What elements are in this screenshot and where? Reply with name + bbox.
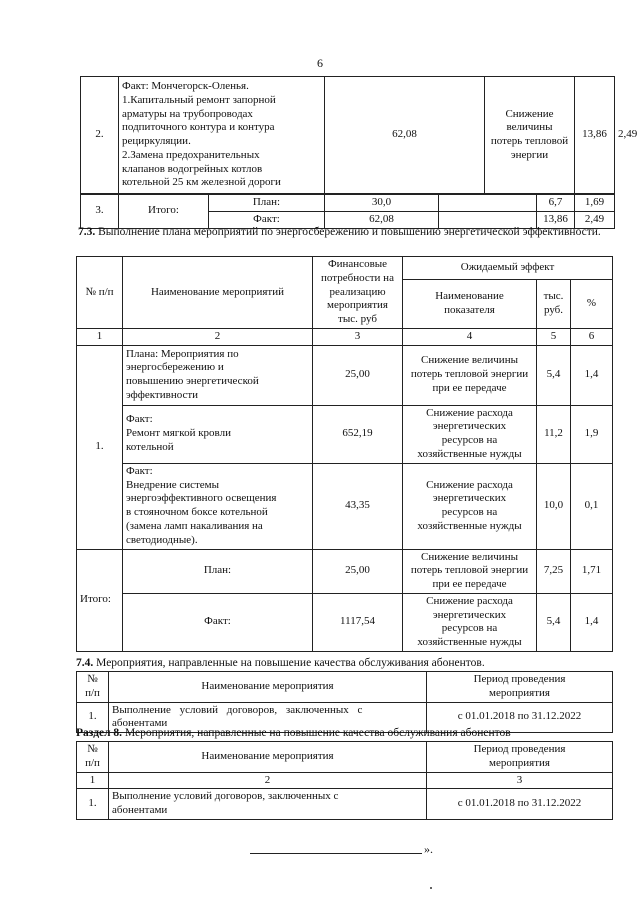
top-row3-plan-rub: 6,7 xyxy=(537,195,575,212)
t8-row-name: Выполнение условий договоров, заключенных с абонентами xyxy=(109,789,427,820)
t73-total-fact-indicator: Снижение расхода энергетических ресурсов на хозяйственные нужды xyxy=(403,593,537,651)
t73-row2-rub: 11,2 xyxy=(537,405,571,463)
top-row2-description: Факт: Мончегорск-Оленья. 1.Капитальный ремонт запорной арматуры на трубопроводах подпиточного контура и контура рециркуляции. 2.Замена предохранительных клапанов водогрейных котлов котельной 25 км железной дороги xyxy=(119,77,325,194)
t73-row1-rub: 5,4 xyxy=(537,345,571,405)
t73-row3-indicator: Снижение расхода энергетических ресурсов на хозяйственные нужды xyxy=(403,463,537,549)
t73-colnum-5: 5 xyxy=(537,328,571,345)
table-8 xyxy=(76,741,613,820)
t73-total-fact-cost: 1117,54 xyxy=(313,593,403,651)
t74-row-name: Выполнение условий договоров, заключенных с абонентами xyxy=(109,702,427,733)
t73-total-plan-pct: 1,71 xyxy=(571,549,613,593)
t8-row-num: 1. xyxy=(77,789,109,820)
t73-total-plan-rub: 7,25 xyxy=(537,549,571,593)
t73-header-effect: Ожидаемый эффект xyxy=(403,257,613,280)
t73-total-fact-pct: 1,4 xyxy=(571,593,613,651)
top-row2-num: 2. xyxy=(81,77,119,194)
t73-colnum-3: 3 xyxy=(313,328,403,345)
t73-row1-cost: 25,00 xyxy=(313,345,403,405)
t73-header-num: № п/п xyxy=(77,257,123,329)
scan-speck xyxy=(430,887,432,889)
t73-row2-cost: 652,19 xyxy=(313,405,403,463)
t73-header-pct: % xyxy=(571,279,613,328)
t73-row1-indicator: Снижение величины потерь тепловой энергии при ее передаче xyxy=(403,345,537,405)
t74-header-num: № п/п xyxy=(77,672,109,703)
top-row3-label: Итого: xyxy=(119,195,209,229)
top-row3-fact-cost: 62,08 xyxy=(325,211,439,228)
t73-row1-name: Плана: Мероприятия по энергосбережению и повышению энергетической эффективности xyxy=(123,345,313,405)
t8-header-name: Наименование мероприятия xyxy=(109,742,427,773)
top-row3-plan-label: План: xyxy=(209,195,325,212)
t73-colnum-1: 1 xyxy=(77,328,123,345)
t73-header-rub: тыс. руб. xyxy=(537,279,571,328)
t73-row3-cost: 43,35 xyxy=(313,463,403,549)
t73-header-name: Наименование мероприятий xyxy=(123,257,313,329)
section-8-heading: Раздел 8. Мероприятия, направленные на повышение качества обслуживания абонентов xyxy=(76,727,511,739)
t8-colnum-2: 2 xyxy=(109,772,427,789)
t73-colnum-2: 2 xyxy=(123,328,313,345)
t73-total-label: Итого: xyxy=(77,549,123,651)
t73-row2-indicator: Снижение расхода энергетических ресурсов на хозяйственные нужды xyxy=(403,405,537,463)
top-row2-cost: 62,08 xyxy=(325,77,485,194)
top-row3-fact-rub: 13,86 xyxy=(537,211,575,228)
closing-mark: ». xyxy=(424,842,433,856)
t73-row2-pct: 1,9 xyxy=(571,405,613,463)
t8-row-period: с 01.01.2018 по 31.12.2022 xyxy=(427,789,613,820)
closing-line xyxy=(250,852,422,854)
t73-header-indicator: Наименование показателя xyxy=(403,279,537,328)
top-row3-plan-empty xyxy=(439,195,537,212)
top-row3-plan-pct: 1,69 xyxy=(575,195,615,212)
t73-row1-pct: 1,4 xyxy=(571,345,613,405)
t74-header-period: Период проведения мероприятия xyxy=(427,672,613,703)
t74-row-period: с 01.01.2018 по 31.12.2022 xyxy=(427,702,613,733)
top-row2-rub: 13,86 xyxy=(575,77,615,194)
section-7-4-heading: 7.4. Мероприятия, направленные на повышение качества обслуживания абонентов. xyxy=(76,657,485,669)
top-row2-indicator: Снижение величины потерь тепловой энергии xyxy=(485,77,575,194)
top-table-totals xyxy=(80,194,615,229)
t8-colnum-3: 3 xyxy=(427,772,613,789)
t74-row-num: 1. xyxy=(77,702,109,733)
t73-colnum-6: 6 xyxy=(571,328,613,345)
section-7-3-heading: 7.3. Выполнение плана мероприятий по энергосбережению и повышению энергетической эффективности. xyxy=(78,226,601,238)
top-row3-fact-pct: 2,49 xyxy=(575,211,615,228)
t73-total-fact-label: Факт: xyxy=(123,593,313,651)
t74-header-name: Наименование мероприятия xyxy=(109,672,427,703)
t73-total-plan-indicator: Снижение величины потерь тепловой энергии при ее передаче xyxy=(403,549,537,593)
top-row3-plan-cost: 30,0 xyxy=(325,195,439,212)
t73-total-plan-label: План: xyxy=(123,549,313,593)
t73-row3-pct: 0,1 xyxy=(571,463,613,549)
top-row3-num: 3. xyxy=(81,195,119,229)
t73-total-plan-cost: 25,00 xyxy=(313,549,403,593)
t73-colnum-4: 4 xyxy=(403,328,537,345)
page-number: 6 xyxy=(317,56,323,70)
table-7-4 xyxy=(76,671,613,733)
t8-header-num: № п/п xyxy=(77,742,109,773)
t73-total-fact-rub: 5,4 xyxy=(537,593,571,651)
t73-row2-name: Факт: Ремонт мягкой кровли котельной xyxy=(123,405,313,463)
top-row3-fact-label: Факт: xyxy=(209,211,325,228)
t8-header-period: Период проведения мероприятия xyxy=(427,742,613,773)
t73-header-finance: Финансовые потребности на реализацию мероприятия тыс. руб xyxy=(313,257,403,329)
top-table: 2. Факт: Мончегорск-Оленья. 1.Капитальный ремонт запорной арматуры на трубопроводах подпиточного контура и контура рециркуляции. 2.Замена предохранительных клапанов водогрейных котлов котельной 25 км железной дороги 62,08 Снижение величины потерь тепловой энергии 13,86 2,49 xyxy=(80,76,615,194)
t73-group-num: 1. xyxy=(77,345,123,549)
table-7-3 xyxy=(76,256,613,652)
t73-row3-name: Факт: Внедрение системы энергоэффективного освещения в стояночном боксе котельной (замена ламп накаливания на светодиодные). xyxy=(123,463,313,549)
t8-colnum-1: 1 xyxy=(77,772,109,789)
t73-row3-rub: 10,0 xyxy=(537,463,571,549)
